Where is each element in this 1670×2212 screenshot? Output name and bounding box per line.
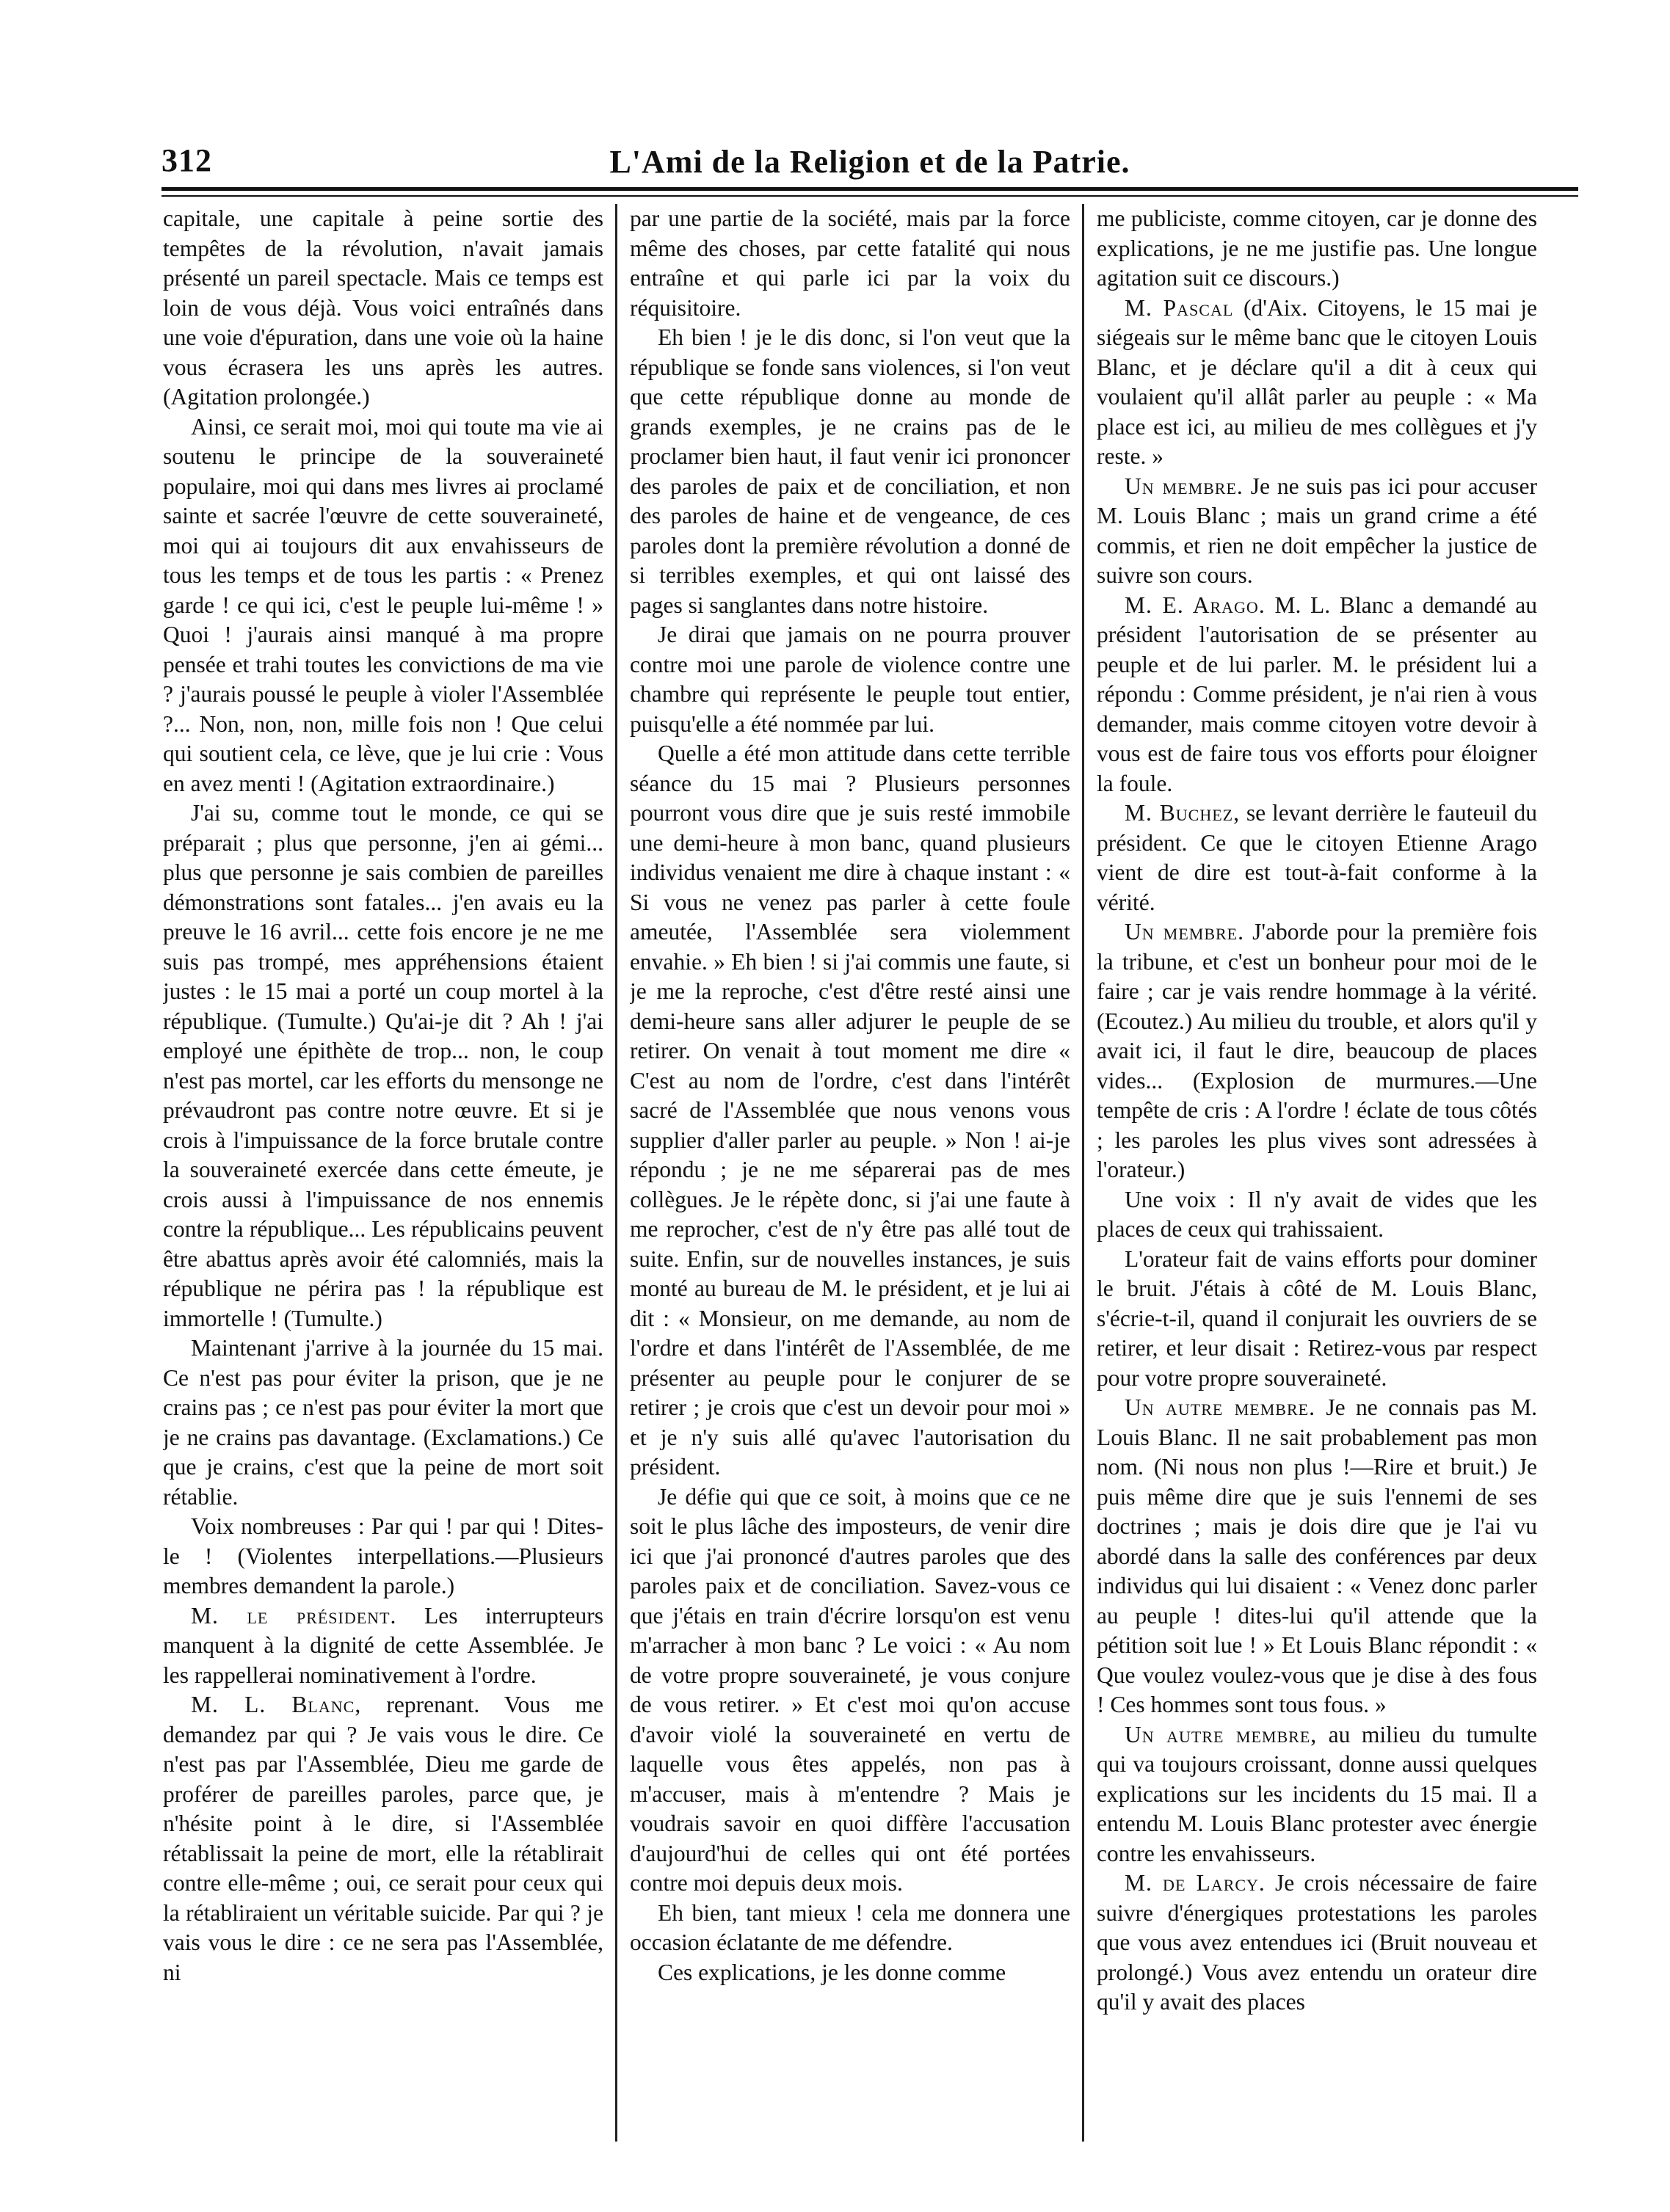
paragraph xyxy=(1097,591,1537,799)
paragraph-text: J'aborde pour la première fois la tribune, et c'est un bonheur pour moi de le faire ; car je vais rendre hommage à la vérité. (Ecoutez.) Au milieu du trouble, et alors qu'il y avait ici, il faut le dire, beaucoup de places vides... (Explosion de murmures.—Une tempête de cris : A l'ordre ! éclate de tous côtés ; les paroles les plus vives sont adressées à l'orateur.) xyxy=(1097,919,1537,1182)
text-column-1 xyxy=(163,204,603,2200)
column-divider-2 xyxy=(1082,204,1084,2142)
paragraph-text: Je défie qui que ce soit, à moins que ce ne soit le plus lâche des imposteurs, de venir dire ici que j'ai prononcé d'autres paroles que des paroles paix et de conciliation. Savez-vous ce que j'étais en train d'écrire lorsqu'on est venu m'arracher à mon banc ? Le voici : « Au nom de votre propre souveraineté, je vous conjure de vous retirer. » Et c'est moi qu'on accuse d'avoir violé la souveraineté en vertu de laquelle vous êtes appelés, non pas à m'accuser, mais à m'entendre ? Mais je voudrais savoir en quoi diffère l'accusation d'aujourd'hui de celles qui ont été portées contre moi depuis deux mois. xyxy=(630,1483,1070,1896)
paragraph-text: se levant derrière le fauteuil du président. Ce que le citoyen Etienne Arago vient de dire est tout-à-fait conforme à la vérité. xyxy=(1097,800,1537,915)
speaker-name: Un membre. xyxy=(1125,919,1244,945)
paragraph-text: Voix nombreuses : Par qui ! par qui ! Dites-le ! (Violentes interpellations.—Plusieurs membres demandent la parole.) xyxy=(163,1513,603,1598)
paragraph-text: Les interrupteurs manquent à la dignité de cette Assemblée. Je les rappellerai nominativement à l'ordre. xyxy=(163,1602,603,1688)
paragraph-text: Ainsi, ce serait moi, moi qui toute ma vie ai soutenu le principe de la souveraineté populaire, moi qui dans mes livres ai proclamé sainte et sacrée l'œuvre de cette souveraineté, moi qui ai toujours dit aux envahisseurs de tous les temps et de tous les partis : « Prenez garde ! ce qui ici, c'est le peuple lui-même ! » Quoi ! j'aurais ainsi manqué à ma propre pensée et trahi toutes les convictions de ma vie ? j'aurais poussé le peuple à violer l'Assemblée ?... Non, non, non, mille fois non ! Que celui qui soutient cela, ce lève, que je lui crie : Vous en avez menti ! (Agitation extraordinaire.) xyxy=(163,413,603,796)
speaker-name: M. E. Arago. xyxy=(1125,592,1266,618)
paragraph xyxy=(1097,1245,1537,1394)
text-column-3 xyxy=(1097,204,1537,2200)
paragraph-text: Une voix : Il n'y avait de vides que les places de ceux qui trahissaient. xyxy=(1097,1186,1537,1242)
speaker-name: Un autre membre, xyxy=(1125,1721,1318,1747)
paragraph xyxy=(163,1334,603,1512)
paragraph-text: Eh bien, tant mieux ! cela me donnera une occasion éclatante de me défendre. xyxy=(630,1899,1070,1955)
paragraph-text: Je ne suis pas ici pour accuser M. Louis Blanc ; mais un grand crime a été commis, et rien ne doit empêcher la justice de suivre son cours. xyxy=(1097,473,1537,588)
paragraph xyxy=(1097,294,1537,472)
paragraph-text: Eh bien ! je le dis donc, si l'on veut que la république se fonde sans violences, si l'on veut que cette république donne au monde de grands exemples, je ne crains pas de le proclamer bien haut, il faut venir ici prononcer des paroles de paix et de conciliation, et non des paroles de haine et de vengeance, de ces paroles dont la première révolution a donné de si terribles exemples, et qui ont laissé des pages si sanglantes dans notre histoire. xyxy=(630,324,1070,618)
paragraph xyxy=(163,1690,603,1987)
paragraph-text: L'orateur fait de vains efforts pour dominer le bruit. J'étais à côté de M. Louis Blanc, s'écrie-t-il, quand il conjurait les ouvriers de se retirer, et leur disait : Retirez-vous par respect pour votre propre souveraineté. xyxy=(1097,1245,1537,1391)
paragraph-text: J'ai su, comme tout le monde, ce qui se préparait ; plus que personne, j'en ai gémi... plus que personne je sais combien de pareilles démonstrations sont fatales... j'en avais eu la preuve le 16 avril... cette fois encore je ne me suis pas trompé, mes appréhensions étaient justes : le 15 mai a porté un coup mortel à la république. (Tumulte.) Qu'ai-je dit ? Ah ! j'ai employé une épithète de trop... non, le coup n'est pas mortel, car les efforts du mensonge ne prévaudront pas contre notre œuvre. Et si je crois à l'impuissance de la force brutale contre la souveraineté exercée dans cette émeute, je crois aussi à l'impuissance de nos ennemis contre la république... Les républicains peuvent être abattus après avoir été calomniés, mais la république ne périra pas ! la république est immortelle ! (Tumulte.) xyxy=(163,800,603,1331)
speaker-name: M. de Larcy. xyxy=(1125,1870,1266,1896)
paragraph-text: par une partie de la société, mais par la force même des choses, par cette fatalité qui nous entraîne et qui parle ici par la voix du réquisitoire. xyxy=(630,205,1070,321)
paragraph-text: (d'Aix. Citoyens, le 15 mai je siégeais sur le même banc que le citoyen Louis Blanc, et je déclare qu'il a dit à ceux qui voulaient qu'il allât parler au peuple : « Ma place est ici, au milieu de mes collègues et j'y reste. » xyxy=(1097,294,1537,469)
paragraph xyxy=(630,739,1070,1482)
header-rule-thick xyxy=(161,187,1578,191)
paragraph-text: Ces explications, je les donne comme xyxy=(658,1959,1006,1985)
paragraph-text: Je ne connais pas M. Louis Blanc. Il ne sait probablement pas mon nom. (Ni nous non plus !—Rire et bruit.) Je puis même dire que je suis l'ennemi de ses doctrines ; mais je dois dire que je l'ai vu abordé dans la salle des conférences par deux individus qui lui disaient : « Venez donc parler au peuple ! dites-lui qu'il attende que la pétition soit lue ! » Et Louis Blanc répondit : « Que voulez voulez-vous que je dise à des fous ! Ces hommes sont tous fous. » xyxy=(1097,1394,1537,1717)
paragraph xyxy=(630,1899,1070,1958)
running-title: L'Ami de la Religion et de la Patrie. xyxy=(609,144,1130,180)
column-divider-1 xyxy=(615,204,617,2142)
paragraph-text: Maintenant j'arrive à la journée du 15 mai. Ce n'est pas pour éviter la prison, que je ne crains pas ; ce n'est pas pour éviter la mort que je ne crains pas davantage. (Exclamations.) Ce que je crains, c'est que la peine de mort soit rétablie. xyxy=(163,1335,603,1510)
paragraph xyxy=(1097,1393,1537,1720)
paragraph-text: Je crois nécessaire de faire suivre d'énergiques protestations les paroles que vous avez entendues ici (Bruit nouveau et prolongé.) Vous avez entendu un orateur dire qu'il y avait des places xyxy=(1097,1870,1537,2015)
speaker-name: M. L. Blanc, xyxy=(191,1692,362,1717)
paragraph-text: M. L. Blanc a demandé au président l'autorisation de se présenter au peuple et de lui parler. M. le président lui a répondu : Comme président, je n'ai rien à vous demander, mais comme citoyen votre devoir à vous est de faire tous vos efforts pour éloigner la foule. xyxy=(1097,592,1537,796)
speaker-name: M. Pascal xyxy=(1125,294,1234,321)
paragraph xyxy=(630,1958,1070,1988)
paragraph xyxy=(163,204,603,412)
speaker-name: M. Buchez, xyxy=(1125,800,1240,826)
speaker-name: Un membre. xyxy=(1125,473,1244,499)
paragraph xyxy=(630,1482,1070,1899)
paragraph xyxy=(1097,1720,1537,1869)
paragraph xyxy=(163,798,603,1334)
paragraph-text: capitale, une capitale à peine sortie des tempêtes de la révolution, n'avait jamais présenté un pareil spectacle. Mais ce temps est loin de vous déjà. Vous voici entraînés dans une voie d'épuration, dans une voie où la haine vous écrasera les uns après les autres. (Agitation prolongée.) xyxy=(163,205,603,410)
page-header xyxy=(161,136,1578,187)
page-number: 312 xyxy=(161,142,212,178)
speaker-name: M. le président. xyxy=(191,1602,397,1629)
paragraph xyxy=(163,1601,603,1691)
speaker-name: Un autre membre. xyxy=(1125,1394,1315,1420)
paragraph xyxy=(1097,798,1537,917)
paragraph-text: Quelle a été mon attitude dans cette terrible séance du 15 mai ? Plusieurs personnes pourront vous dire que je suis resté immobile une demi-heure à mon banc, quand plusieurs individus venaient me dire à chaque instant : « Si vous ne venez pas parler à cette foule ameutée, l'Assemblée sera violemment envahie. » Eh bien ! si j'ai commis une faute, si je me la reproche, c'est d'être resté ainsi une demi-heure sans aller adjurer le peuple de se retirer. On venait à tout moment me dire « C'est au nom de l'ordre, c'est dans l'intérêt sacré de l'Assemblée que nous venons vous supplier d'aller parler au peuple. » Non ! ai-je répondu ; je ne me séparerai pas de mes collègues. Je le répète donc, si j'ai une faute à me reprocher, c'est de n'y être pas allé tout de suite. Enfin, sur de nouvelles instances, je suis monté au bureau de M. le président, et je lui ai dit : « Monsieur, on me demande, au nom de l'ordre et dans l'intérêt de l'Assemblée, de me présenter au peuple pour le conjurer de se retirer ; je crois que c'est un devoir pour moi » et je n'y suis allé qu'avec l'autorisation du président. xyxy=(630,741,1070,1480)
paragraph xyxy=(163,412,603,799)
paragraph xyxy=(630,620,1070,739)
paragraph xyxy=(1097,917,1537,1185)
paragraph-text: reprenant. Vous me demandez par qui ? Je vais vous le dire. Ce n'est pas par l'Assemblée, Dieu me garde de proférer de pareilles paroles, parce que, je n'hésite point à le dire, si l'Assemblée rétablissait la peine de mort, elle la rétablirait contre elle-même ; oui, ce serait pour ceux qui la rétabliraient un véritable suicide. Par qui ? je vais vous le dire : ce ne sera pas l'Assemblée, ni xyxy=(163,1692,603,1985)
header-rule-thin xyxy=(161,195,1578,197)
paragraph xyxy=(1097,1869,1537,2018)
paragraph-text: me publiciste, comme citoyen, car je donne des explications, je ne me justifie pas. Une longue agitation suit ce discours.) xyxy=(1097,205,1537,291)
paragraph xyxy=(630,323,1070,620)
paragraph xyxy=(1097,204,1537,294)
text-column-2 xyxy=(630,204,1070,2200)
paragraph xyxy=(1097,472,1537,591)
paragraph xyxy=(1097,1185,1537,1245)
paragraph-text: au milieu du tumulte qui va toujours croissant, donne aussi quelques explications sur les incidents du 15 mai. Il a entendu M. Louis Blanc protester avec énergie contre les envahisseurs. xyxy=(1097,1721,1537,1866)
paragraph xyxy=(630,204,1070,323)
paragraph xyxy=(163,1512,603,1601)
paragraph-text: Je dirai que jamais on ne pourra prouver contre moi une parole de violence contre une chambre qui représente le peuple tout entier, puisqu'elle a été nommée par lui. xyxy=(630,622,1070,737)
